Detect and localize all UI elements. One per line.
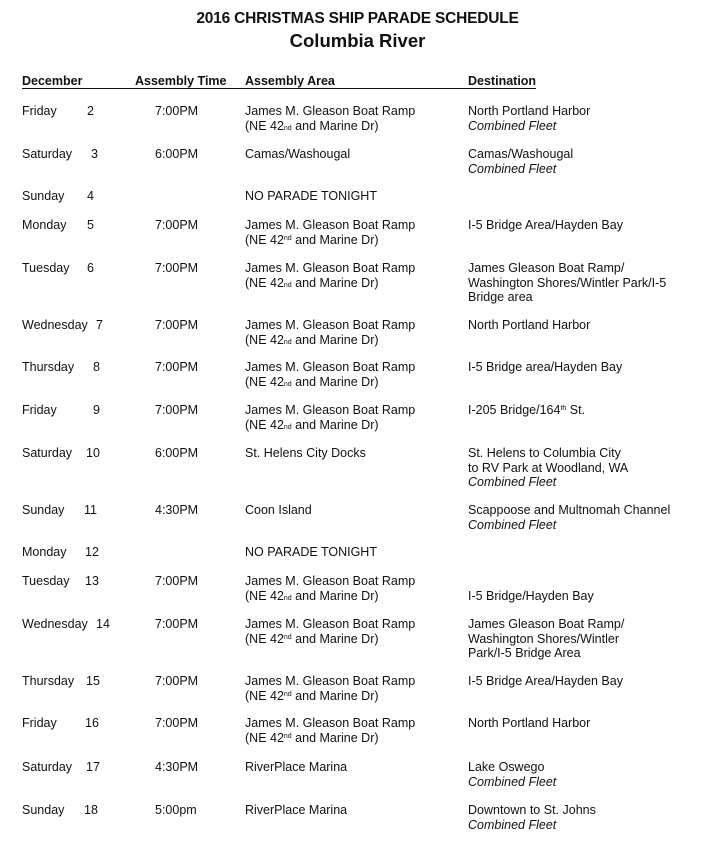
text-line: St. Helens to Columbia City (468, 446, 621, 460)
text-line: James M. Gleason Boat Ramp (245, 403, 416, 417)
assembly-time-cell: 7:00PM (155, 574, 199, 588)
destination-cell (468, 589, 594, 604)
text-fragment: (NE 42 (245, 417, 284, 432)
text-line: Washington Shores/Wintler (468, 631, 619, 646)
combined-fleet-note: Combined Fleet (468, 517, 557, 532)
assembly-area-cell (245, 446, 366, 461)
combined-fleet-note: Combined Fleet (468, 774, 557, 789)
day-cell: Friday (22, 104, 57, 118)
text-line (245, 375, 415, 393)
destination-cell (468, 617, 624, 661)
text-line: Park/I-5 Bridge Area (468, 646, 581, 660)
date-cell: 8 (93, 360, 100, 374)
assembly-time-cell: 7:00PM (155, 403, 199, 417)
destination-cell (468, 674, 623, 689)
ordinal-suffix: nd (283, 732, 292, 740)
ordinal-suffix: nd (283, 594, 292, 602)
text-line: Scappoose and Multnomah Channel (468, 503, 671, 517)
text-line: Camas/Washougal (245, 147, 351, 161)
day-cell: Thursday (22, 674, 75, 688)
date-cell: 13 (85, 574, 99, 588)
day-cell: Monday (22, 218, 67, 232)
text-fragment: and Marine Dr) (291, 631, 379, 646)
assembly-time-cell: 7:00PM (155, 674, 199, 688)
document-subtitle: Columbia River (289, 30, 426, 51)
ordinal-suffix: nd (283, 281, 292, 289)
text-fragment: and Marine Dr) (291, 417, 379, 432)
text-line (245, 689, 415, 704)
date-cell: 7 (96, 318, 103, 332)
text-line: James M. Gleason Boat Ramp (245, 360, 416, 374)
assembly-area-cell (245, 674, 415, 703)
assembly-area-cell (245, 261, 415, 293)
assembly-time-cell: 4:30PM (155, 760, 199, 774)
text-line: NO PARADE TONIGHT (245, 545, 377, 559)
date-cell: 3 (91, 147, 98, 161)
text-fragment: and Marine Dr) (291, 275, 379, 290)
assembly-area-cell (245, 803, 347, 818)
day-cell: Sunday (22, 803, 65, 817)
ordinal-suffix: nd (283, 234, 292, 242)
text-line (245, 233, 415, 248)
destination-cell (468, 261, 666, 305)
ordinal-suffix: nd (283, 690, 292, 698)
text-fragment: (NE 42 (245, 688, 284, 703)
day-cell: Tuesday (22, 574, 70, 588)
text-line: James M. Gleason Boat Ramp (245, 218, 416, 232)
text-fragment: and Marine Dr) (291, 332, 379, 347)
combined-fleet-note: Combined Fleet (468, 817, 557, 832)
header-destination: Destination (468, 74, 537, 88)
assembly-area-cell (245, 360, 415, 392)
destination-cell (468, 318, 590, 333)
assembly-time-cell: 7:00PM (155, 716, 199, 730)
text-fragment: and Marine Dr) (291, 688, 379, 703)
ordinal-suffix: nd (283, 423, 292, 431)
combined-fleet-note: Combined Fleet (468, 118, 557, 133)
text-line: James M. Gleason Boat Ramp (245, 716, 416, 730)
text-line (245, 731, 415, 746)
assembly-time-cell: 7:00PM (155, 617, 199, 631)
text-line: Coon Island (245, 503, 312, 517)
day-cell: Thursday (22, 360, 75, 374)
text-line (468, 403, 585, 418)
assembly-area-cell (245, 104, 415, 136)
day-cell: Tuesday (22, 261, 70, 275)
date-cell: 14 (96, 617, 110, 631)
assembly-time-cell: 7:00PM (155, 318, 199, 332)
assembly-area-cell (245, 716, 415, 745)
assembly-time-cell: 6:00PM (155, 147, 199, 161)
destination-cell (468, 760, 556, 789)
text-line: James M. Gleason Boat Ramp (245, 104, 416, 118)
text-line (245, 276, 415, 294)
date-cell: 16 (85, 716, 99, 730)
date-cell: 17 (86, 760, 100, 774)
day-cell: Saturday (22, 446, 73, 460)
text-line: North Portland Harbor (468, 716, 591, 730)
document-title: 2016 CHRISTMAS SHIP PARADE SCHEDULE (196, 10, 519, 27)
destination-cell (468, 104, 590, 133)
assembly-time-cell: 7:00PM (155, 261, 199, 275)
text-line (245, 632, 415, 647)
text-line: RiverPlace Marina (245, 760, 348, 774)
text-line: I-5 Bridge area/Hayden Bay (468, 360, 623, 374)
assembly-time-cell: 7:00PM (155, 360, 199, 374)
date-cell: 6 (87, 261, 94, 275)
ordinal-suffix: nd (283, 338, 292, 346)
text-line: St. Helens City Docks (245, 446, 366, 460)
date-cell: 2 (87, 104, 94, 118)
ordinal-suffix: th (560, 405, 567, 412)
day-cell: Saturday (22, 147, 73, 161)
assembly-area-cell (245, 318, 415, 350)
text-fragment: and Marine Dr) (291, 118, 379, 133)
text-line: James Gleason Boat Ramp/ (468, 261, 625, 275)
text-line: to RV Park at Woodland, WA (468, 460, 629, 475)
text-line: James M. Gleason Boat Ramp (245, 574, 416, 588)
text-line: James M. Gleason Boat Ramp (245, 318, 416, 332)
text-fragment: and Marine Dr) (291, 588, 379, 603)
text-fragment: (NE 42 (245, 374, 284, 389)
header-assembly-area: Assembly Area (245, 74, 335, 88)
text-fragment: and Marine Dr) (291, 374, 379, 389)
day-cell: Friday (22, 403, 57, 417)
text-fragment: (NE 42 (245, 275, 284, 290)
text-line: North Portland Harbor (468, 104, 591, 118)
text-line: I-5 Bridge Area/Hayden Bay (468, 218, 623, 232)
combined-fleet-note: Combined Fleet (468, 161, 557, 176)
assembly-time-cell: 5:00pm (155, 803, 197, 817)
header-december: December (22, 74, 83, 88)
text-fragment: St. (566, 403, 586, 417)
day-cell: Monday (22, 545, 67, 559)
destination-cell (468, 403, 585, 418)
text-fragment: (NE 42 (245, 332, 284, 347)
assembly-area-cell (245, 574, 415, 606)
text-fragment: (NE 42 (245, 631, 284, 646)
assembly-area-cell (245, 545, 377, 560)
day-cell: Sunday (22, 503, 65, 517)
assembly-time-cell: 7:00PM (155, 218, 199, 232)
text-line: North Portland Harbor (468, 318, 591, 332)
ordinal-suffix: nd (283, 633, 292, 641)
text-fragment: (NE 42 (245, 588, 284, 603)
assembly-area-cell (245, 218, 415, 247)
assembly-area-cell (245, 403, 415, 435)
header-underline (22, 88, 536, 89)
text-fragment: (NE 42 (245, 118, 284, 133)
date-cell: 11 (84, 503, 97, 517)
date-cell: 18 (84, 803, 98, 817)
date-cell: 4 (87, 189, 94, 203)
text-fragment: and Marine Dr) (291, 232, 379, 247)
destination-cell (468, 503, 670, 532)
destination-cell (468, 446, 628, 490)
ordinal-suffix: nd (283, 380, 292, 388)
date-cell: 9 (93, 403, 100, 417)
day-cell: Friday (22, 716, 57, 730)
text-fragment: and Marine Dr) (291, 730, 379, 745)
text-line (245, 119, 415, 137)
destination-cell (468, 147, 573, 176)
combined-fleet-note: Combined Fleet (468, 475, 557, 489)
text-fragment: (NE 42 (245, 232, 284, 247)
text-fragment: I-205 Bridge/164 (468, 403, 561, 417)
text-line: I-5 Bridge Area/Hayden Bay (468, 674, 623, 688)
destination-cell (468, 716, 590, 731)
assembly-area-cell (245, 503, 312, 518)
destination-cell (468, 803, 596, 832)
assembly-time-cell: 4:30PM (155, 503, 199, 517)
text-line: James M. Gleason Boat Ramp (245, 617, 416, 631)
text-line: RiverPlace Marina (245, 803, 348, 817)
text-line (245, 589, 415, 607)
destination-cell (468, 218, 623, 233)
date-cell: 5 (87, 218, 94, 232)
assembly-area-cell (245, 189, 377, 204)
text-line: James Gleason Boat Ramp/ (468, 617, 625, 631)
date-cell: 10 (86, 446, 100, 460)
text-fragment: (NE 42 (245, 730, 284, 745)
assembly-area-cell (245, 617, 415, 646)
day-cell: Wednesday (22, 617, 88, 631)
text-line: James M. Gleason Boat Ramp (245, 674, 416, 688)
text-line (245, 333, 415, 351)
date-cell: 15 (86, 674, 100, 688)
assembly-time-cell: 6:00PM (155, 446, 199, 460)
day-cell: Sunday (22, 189, 65, 203)
day-cell: Wednesday (22, 318, 88, 332)
day-cell: Saturday (22, 760, 73, 774)
date-cell: 12 (85, 545, 99, 559)
assembly-area-cell (245, 760, 347, 775)
text-line: I-5 Bridge/Hayden Bay (468, 588, 594, 603)
ordinal-suffix: nd (283, 124, 292, 132)
assembly-area-cell (245, 147, 350, 162)
destination-cell (468, 360, 622, 375)
text-line (245, 418, 415, 436)
text-line: Washington Shores/Wintler Park/I-5 (468, 275, 667, 290)
header-assembly-time: Assembly Time (135, 74, 227, 88)
text-line: James M. Gleason Boat Ramp (245, 261, 416, 275)
assembly-time-cell: 7:00PM (155, 104, 199, 118)
text-line: NO PARADE TONIGHT (245, 189, 377, 203)
text-line: Lake Oswego (468, 760, 545, 774)
text-line: Bridge area (468, 290, 533, 304)
text-line: Camas/Washougal (468, 147, 574, 161)
text-line: Downtown to St. Johns (468, 803, 596, 817)
